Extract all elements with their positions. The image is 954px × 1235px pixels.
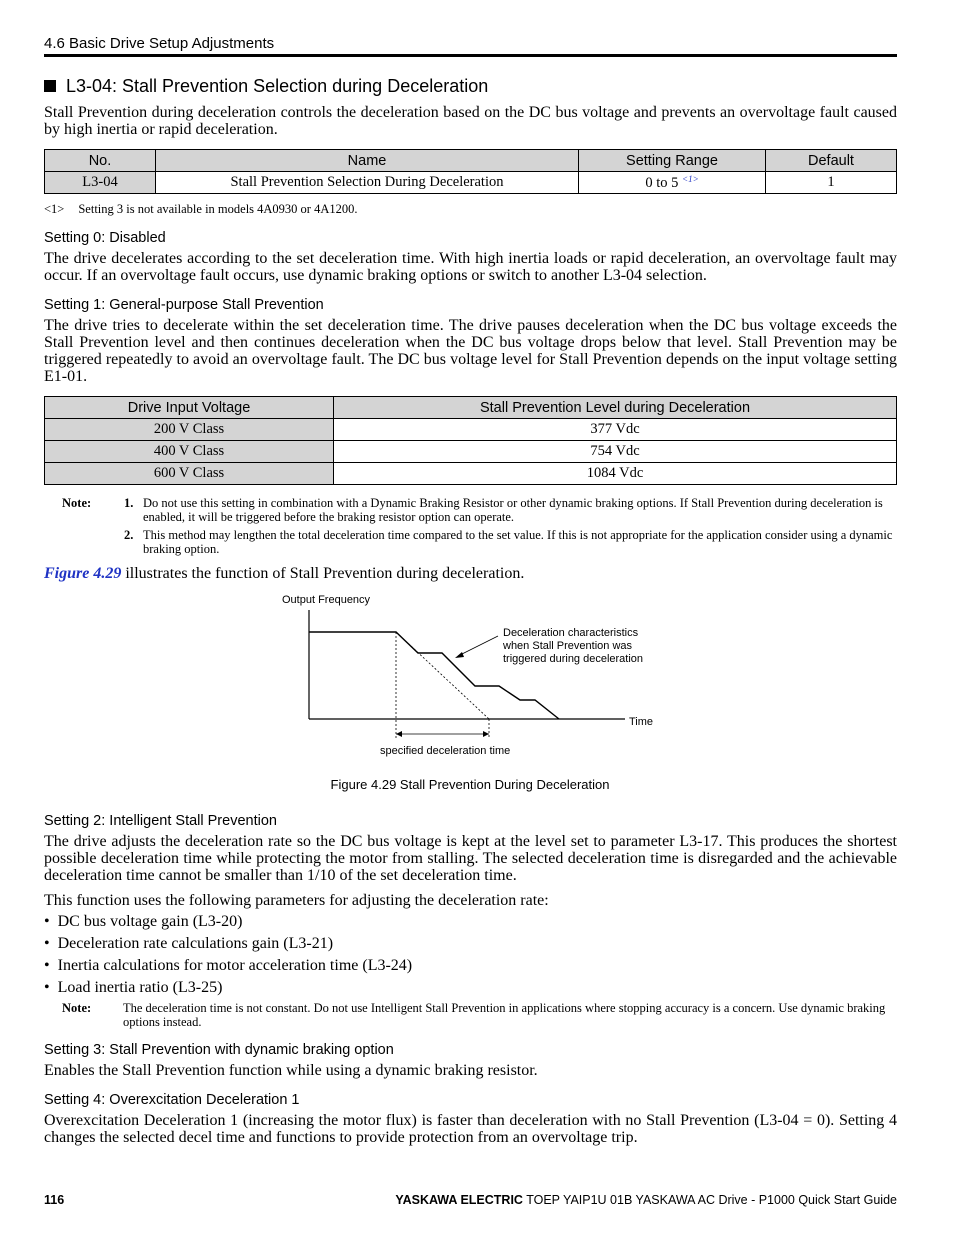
y-axis-label: Output Frequency (282, 594, 371, 606)
setting4-title: Setting 4: Overexcitation Deceleration 1 (44, 1092, 300, 1108)
setting0-title: Setting 0: Disabled (44, 230, 166, 246)
table-row (45, 172, 897, 194)
figure-link[interactable]: Figure 4.29 (44, 565, 122, 582)
list-item: • DC bus voltage gain (L3-20) (44, 913, 243, 930)
intro-paragraph: Stall Prevention during deceleration controls the deceleration based on the DC bus voltage and prevents an overvoltage fault caused by high inertia or rapid deceleration. (44, 104, 897, 138)
bracket-arrow-left-icon (396, 731, 402, 737)
footnote-text: Setting 3 is not available in models 4A0930 or 4A1200. (78, 202, 358, 216)
bracket-arrow-right-icon (483, 731, 489, 737)
cell-name: Stall Prevention Selection During Deceleration (156, 172, 579, 194)
square-bullet-icon (44, 80, 56, 92)
note-text: The deceleration time is not constant. Do not use Intelligent Stall Prevention in applications where stopping accuracy is a concern. Use dynamic braking options instead. (123, 1001, 886, 1029)
bracket-label: specified deceleration time (380, 745, 511, 757)
voltage-table-header (45, 397, 897, 419)
annotation-arrow-icon (455, 652, 464, 658)
note-label: Note: (62, 496, 92, 510)
parameter-table-header (45, 150, 897, 172)
setting2-text2: This function uses the following parameters for adjusting the deceleration rate: (44, 892, 549, 909)
specified-decel-curve (309, 632, 489, 719)
x-axis-label: Time (629, 716, 654, 728)
cell-no: L3-04 (45, 172, 156, 194)
section-title-text: L3-04: Stall Prevention Selection during Deceleration (66, 76, 489, 96)
table-row (45, 441, 897, 463)
bullet-text: DC bus voltage gain (L3-20) (57, 913, 243, 930)
setting1-text: The drive tries to decelerate within the set deceleration time. The drive pauses deceleration when the DC bus voltage exceeds the Stall Prevention level and then continues deceleration when the DC bus voltage drops below that level. Stall Prevention may be triggered repeatedly to avoid an overvoltage fault. The DC bus voltage level for Stall Prevention depends on the input voltage setting E1-01. (44, 317, 897, 385)
footnote-ref-link[interactable]: <1> (682, 173, 699, 184)
figure-caption: Figure 4.29 Stall Prevention During Deceleration (330, 777, 610, 792)
col-header-no: No. (45, 150, 156, 172)
table-row (45, 419, 897, 441)
note-number: 1. (124, 496, 134, 510)
running-head: 4.6 Basic Drive Setup Adjustments (44, 35, 275, 52)
list-item: • Load inertia ratio (L3-25) (44, 979, 223, 996)
col-header-level: Stall Prevention Level during Deceleration (334, 397, 897, 419)
setting3-title: Setting 3: Stall Prevention with dynamic braking option (44, 1042, 394, 1058)
header-rule (44, 54, 897, 57)
cell-level: 1084 Vdc (334, 463, 897, 485)
col-header-default: Default (766, 150, 897, 172)
page-number: 116 (44, 1193, 65, 1207)
stall-prevention-figure (270, 588, 670, 763)
note-number: 2. (124, 528, 134, 542)
range-value: 0 to 5 (645, 174, 679, 191)
list-item: • Deceleration rate calculations gain (L3-21) (44, 935, 334, 952)
bullet-text: Deceleration rate calculations gain (L3-21) (57, 935, 334, 952)
annotation-text: Deceleration characteristics when Stall Prevention was triggered during deceleration (503, 627, 644, 665)
cell-level: 377 Vdc (334, 419, 897, 441)
list-item: • Inertia calculations for motor acceleration time (L3-24) (44, 957, 413, 974)
cell-voltage: 400 V Class (45, 441, 334, 463)
footer-doc (395, 1193, 897, 1207)
setting2-title: Setting 2: Intelligent Stall Prevention (44, 813, 277, 829)
footnote-ref: <1> (44, 202, 65, 216)
figure-reference-text: illustrates the function of Stall Prevention during deceleration. (121, 565, 525, 582)
cell-range (579, 172, 766, 194)
footer-brand: YASKAWA ELECTRIC (395, 1193, 523, 1207)
cell-voltage: 200 V Class (45, 419, 334, 441)
setting4-text: Overexcitation Deceleration 1 (increasing the motor flux) is faster than deceleration with no Stall Prevention (L3-04 = 0). Setting 4 changes the selected decel time and functions to provide protection from an overvoltage trip. (44, 1112, 897, 1146)
note-label: Note: (62, 1001, 92, 1015)
bullet-text: Inertia calculations for motor acceleration time (L3-24) (57, 957, 413, 974)
figure-reference (44, 565, 897, 582)
setting1-title: Setting 1: General-purpose Stall Prevention (44, 297, 324, 313)
voltage-table (44, 396, 897, 485)
note-text: Do not use this setting in combination with a Dynamic Braking Resistor or other dynamic braking options. If Stall Prevention during deceleration is enabled, it will be triggered before the braking resistor option can operate. (143, 496, 883, 524)
col-header-range: Setting Range (579, 150, 766, 172)
bullet-text: Load inertia ratio (L3-25) (57, 979, 223, 996)
table-row (45, 463, 897, 485)
cell-default: 1 (766, 172, 897, 194)
setting3-text: Enables the Stall Prevention function while using a dynamic braking resistor. (44, 1062, 538, 1079)
setting0-text: The drive decelerates according to the set deceleration time. With high inertia loads or rapid deceleration, an overvoltage fault may occur. If an overvoltage fault occurs, use dynamic braking options or switch to another L3-04 selection. (44, 250, 897, 284)
annotation-leader (458, 636, 498, 656)
setting2-text: The drive adjusts the deceleration rate so the DC bus voltage is kept at the level set to parameter L3-17. This produces the shortest possible deceleration time while protecting the motor from stalling. The selected deceleration time is disregarded and the achievable deceleration time cannot be smaller than 1/10 of the set deceleration time. (44, 833, 897, 884)
footer-doc-title: TOEP YAIP1U 01B YASKAWA AC Drive - P1000 Quick Start Guide (522, 1193, 897, 1207)
footnote (44, 202, 358, 217)
note-text: This method may lengthen the total deceleration time compared to the set value. If this is not appropriate for the application consider using a dynamic braking option. (143, 528, 893, 556)
section-title (44, 76, 488, 97)
parameter-table (44, 149, 897, 194)
cell-voltage: 600 V Class (45, 463, 334, 485)
cell-level: 754 Vdc (334, 441, 897, 463)
col-header-name: Name (156, 150, 579, 172)
col-header-voltage: Drive Input Voltage (45, 397, 334, 419)
